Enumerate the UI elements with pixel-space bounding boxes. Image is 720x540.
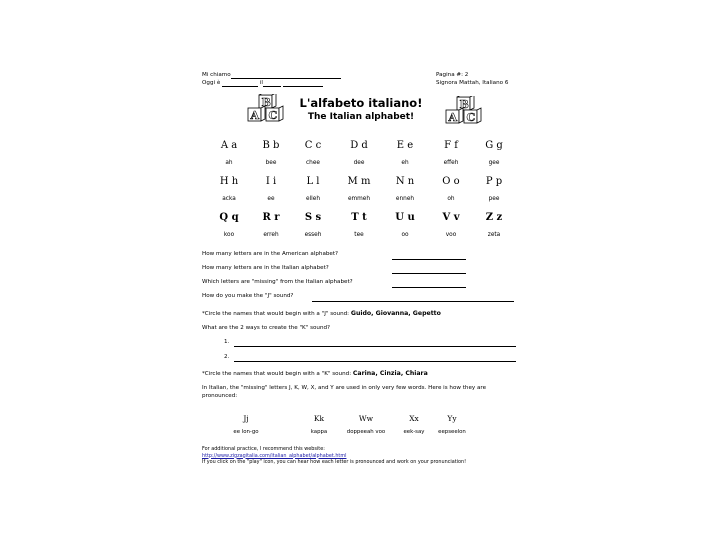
date-blank[interactable]: [263, 86, 281, 87]
alphabet-letter: L l: [306, 176, 320, 187]
k-names-list: Carina, Cinzia, Chiara: [352, 370, 428, 377]
alphabet-pronunciation: gee: [488, 160, 500, 166]
missing-letter: Kk: [313, 414, 325, 423]
month-blank[interactable]: [283, 86, 323, 87]
circle-j-names: [202, 310, 441, 317]
name-label: Mi chiamo: [202, 72, 231, 78]
footer-recommend: For additional practice, I recommend this website:: [202, 446, 325, 452]
question-j-sound: How do you make the "J" sound?: [202, 293, 294, 299]
date-label: Oggi è: [202, 80, 221, 86]
circle-k-intro: *Circle the names that would begin with a "K" sound:: [202, 371, 352, 377]
block-letter: C: [466, 111, 476, 124]
title-english: The Italian alphabet!: [307, 112, 415, 122]
alphabet-letter: N n: [395, 176, 415, 187]
answer-line[interactable]: [234, 346, 516, 347]
alphabet-letter: S s: [304, 212, 322, 223]
page-number: Pagina #: 2: [436, 72, 469, 78]
block-letter: A: [250, 109, 260, 122]
question-american-count: How many letters are in the American alphabet?: [202, 251, 339, 257]
name-line: [202, 72, 341, 79]
block-letter: B: [459, 98, 469, 111]
alphabet-letter: Q q: [219, 212, 239, 223]
worksheet-page: [196, 62, 526, 482]
alphabet-pronunciation: voo: [445, 232, 457, 238]
question-italian-count: How many letters are in the Italian alphabet?: [202, 265, 329, 271]
teacher-name: Signora Mattah, Italiano 6: [436, 80, 509, 86]
block-letter: B: [261, 96, 271, 109]
j-names-list: Guido, Giovanna, Gepetto: [350, 310, 441, 317]
alphabet-letter: H h: [219, 176, 239, 187]
missing-letters-intro: In Italian, the "missing" letters J, K, W, X, and Y are used in only very few words. Here is how they are pronounced:: [202, 385, 487, 399]
alphabet-pronunciation: elleh: [305, 196, 321, 202]
k-way-number: 1.: [224, 339, 230, 345]
alphabet-pronunciation: oo: [401, 232, 409, 238]
alphabet-letter: O o: [442, 176, 460, 187]
question-missing-letters: Which letters are "missing" from the Italian alphabet?: [202, 279, 353, 285]
alphabet-letter: V v: [442, 212, 460, 223]
alphabet-pronunciation: pee: [488, 196, 500, 202]
alphabet-pronunciation: erreh: [263, 232, 279, 238]
alphabet-pronunciation: esseh: [304, 232, 322, 238]
alphabet-letter: M m: [347, 176, 371, 187]
missing-pronunciation: kappa: [310, 429, 328, 435]
alphabet-letter: E e: [396, 140, 414, 151]
missing-letter: Jj: [243, 414, 249, 423]
missing-pronunciation: eepseelon: [438, 429, 466, 435]
website-link[interactable]: http://www.zigzagitalia.com/italian_alphabet/alphabet.html: [202, 452, 347, 459]
circle-j-intro: *Circle the names that would begin with a "J" sound:: [202, 311, 350, 317]
footer-play-note: If you click on the "play" icon, you can hear how each letter is pronounced and work on your pronunciation!: [202, 459, 467, 465]
alphabet-letter: I i: [265, 176, 277, 187]
alphabet-pronunciation: tee: [354, 232, 364, 238]
alphabet-pronunciation: oh: [447, 196, 455, 202]
alphabet-letter: P p: [485, 176, 503, 187]
missing-letter: Xx: [409, 414, 419, 423]
title-italian: L'alfabeto italiano!: [299, 96, 423, 110]
missing-pronunciation: doppeeah voo: [346, 429, 386, 435]
k-way-number: 2.: [224, 354, 230, 360]
alphabet-pronunciation: emmeh: [347, 196, 371, 202]
missing-pronunciation: ee lon-go: [233, 429, 259, 435]
answer-line[interactable]: [312, 301, 514, 302]
answer-line[interactable]: [234, 361, 516, 362]
alphabet-letter: R r: [262, 212, 280, 223]
day-blank[interactable]: [222, 86, 258, 87]
question-k-sound: What are the 2 ways to create the "K" sound?: [202, 325, 331, 331]
alphabet-letter: U u: [395, 212, 415, 223]
alphabet-pronunciation: dee: [353, 160, 365, 166]
alphabet-pronunciation: chee: [306, 160, 320, 166]
alphabet-letter: G g: [485, 140, 503, 151]
missing-letter: Ww: [358, 414, 374, 423]
missing-letter: Yy: [447, 414, 457, 423]
alphabet-letter: F f: [444, 140, 458, 151]
alphabet-pronunciation: zeta: [487, 232, 501, 238]
alphabet-pronunciation: acka: [222, 196, 236, 202]
alphabet-letter: A a: [220, 140, 238, 151]
alphabet-letter: Z z: [485, 212, 503, 223]
block-letter: C: [268, 109, 278, 122]
missing-pronunciation: eek-say: [403, 429, 425, 435]
alphabet-pronunciation: enneh: [395, 196, 415, 202]
alphabet-letter: T t: [351, 212, 367, 223]
alphabet-letter: C c: [304, 140, 322, 151]
alphabet-letter: B b: [262, 140, 280, 151]
name-blank[interactable]: [231, 78, 341, 79]
alphabet-pronunciation: ah: [225, 160, 233, 166]
alphabet-pronunciation: koo: [223, 232, 235, 238]
footer: [202, 446, 466, 466]
answer-line[interactable]: [392, 259, 466, 260]
answer-line[interactable]: [392, 287, 466, 288]
date-line: [202, 80, 323, 87]
alphabet-pronunciation: bee: [265, 160, 277, 166]
date-mid: il: [259, 80, 263, 86]
alphabet-letter: D d: [350, 140, 368, 151]
alphabet-pronunciation: ee: [267, 196, 275, 202]
alphabet-pronunciation: eh: [401, 160, 409, 166]
answer-line[interactable]: [392, 273, 466, 274]
block-letter: A: [448, 111, 458, 124]
abc-blocks-right-icon: [442, 96, 486, 130]
circle-k-names: [202, 370, 428, 377]
alphabet-pronunciation: effeh: [443, 160, 459, 166]
